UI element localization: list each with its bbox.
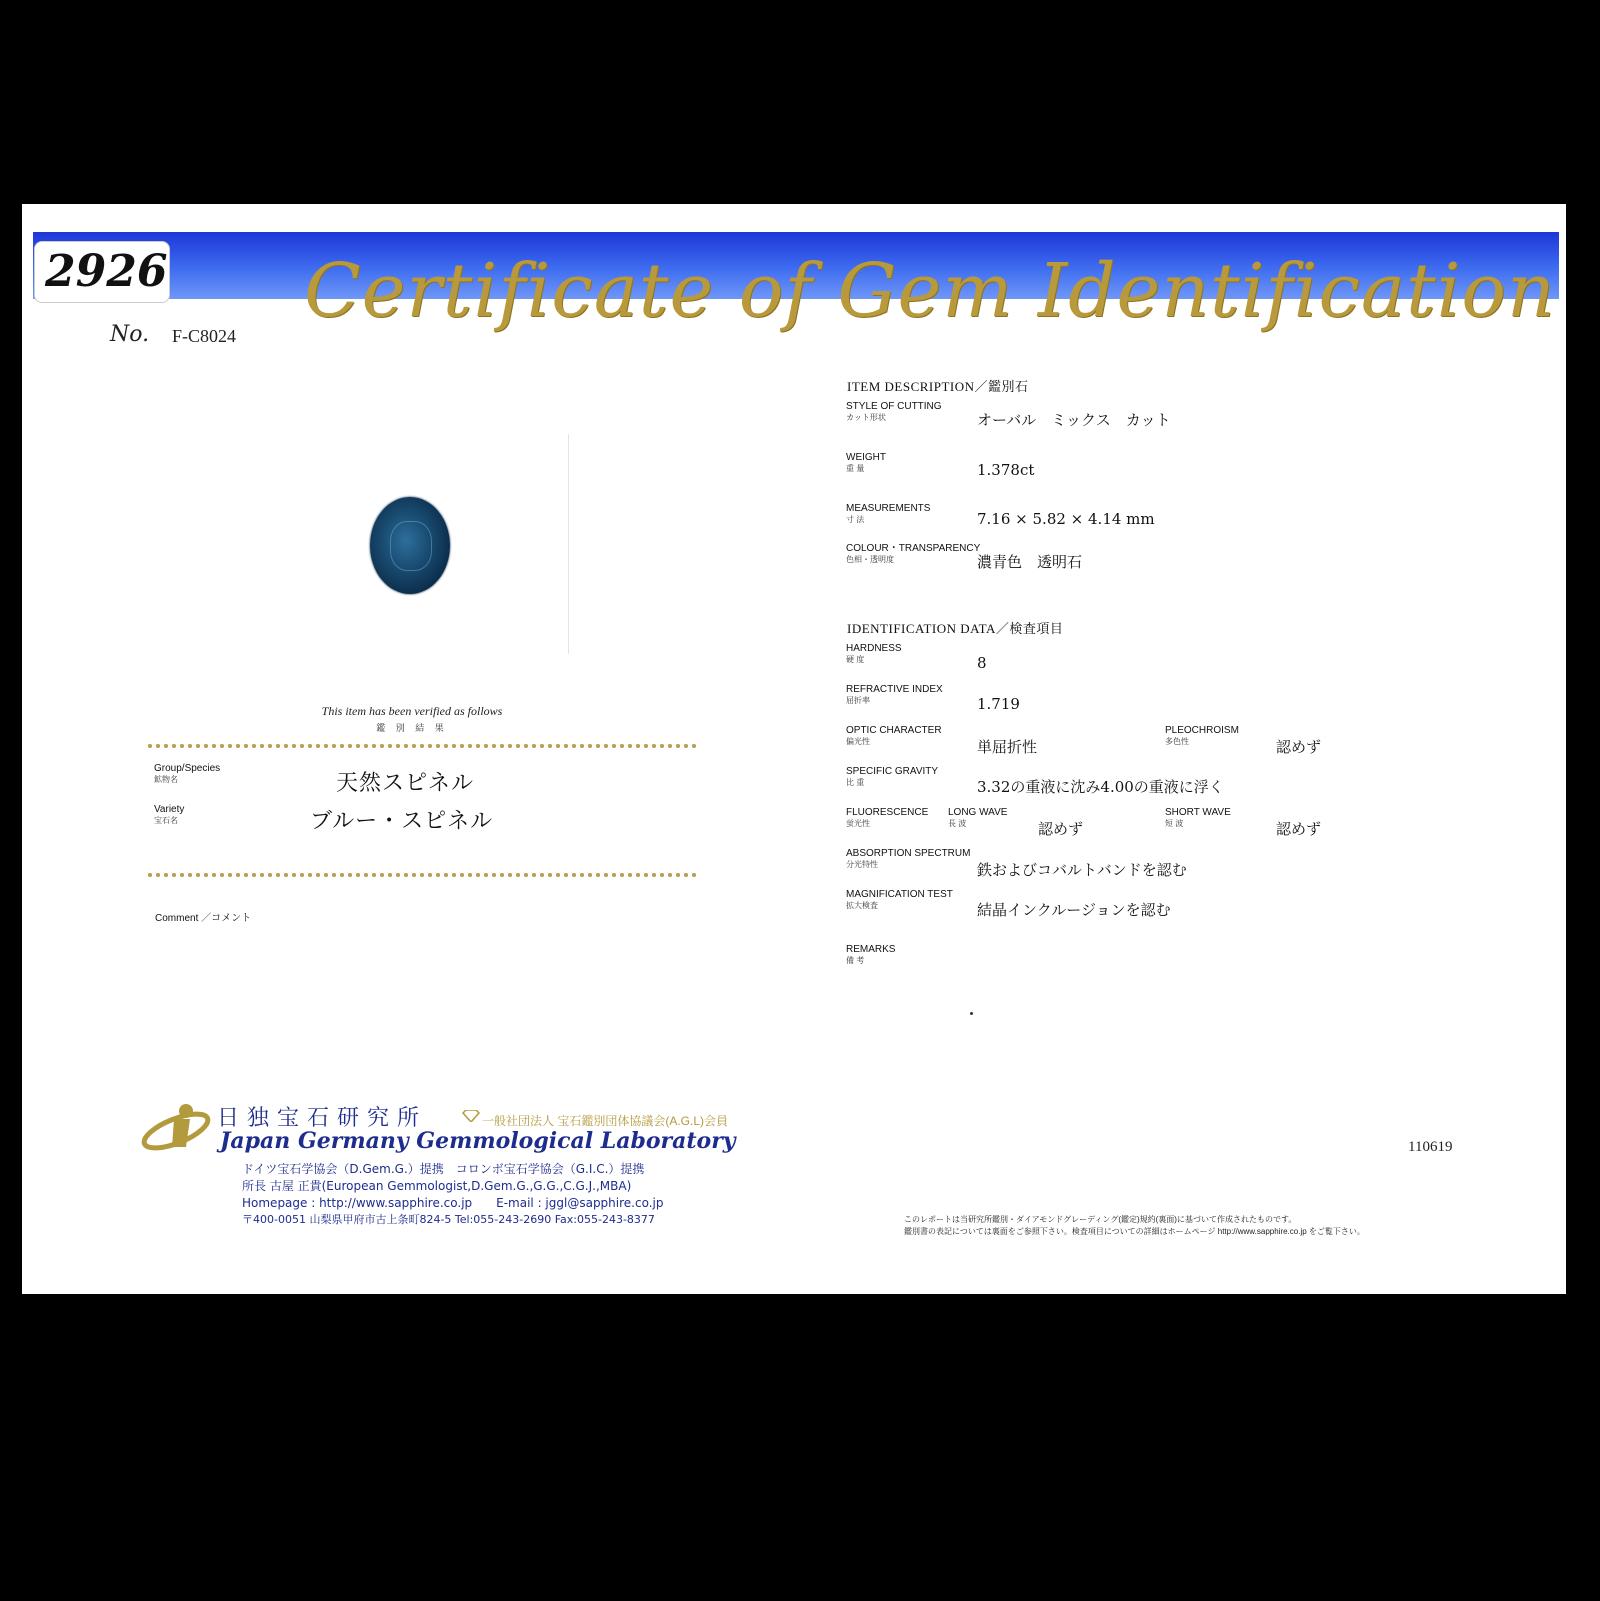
group-species-value: 天然スピネル [336,771,475,796]
magnification-test-value: 結晶インクルージョンを認む [977,901,1171,919]
measurements-label: MEASUREMENTS 寸 法 [846,503,931,524]
certificate-no-label: No. [110,322,150,347]
absorption-spectrum-value: 鉄およびコバルトバンドを認む [977,861,1187,879]
variety-label: Variety 宝石名 [154,804,185,825]
identification-data-heading: IDENTIFICATION DATA／検査項目 [847,621,1064,636]
chain-divider-bottom [146,871,699,879]
pleochroism-label: PLEOCHROISM 多色性 [1165,725,1239,746]
photo-frame [22,434,569,654]
item-description-heading: ITEM DESCRIPTION／鑑別石 [847,379,1029,394]
colour-transparency-label: COLOUR・TRANSPARENCY 色相・透明度 [846,543,981,564]
agl-membership: 一般社団法人 宝石鑑別団体協議会(A.G.L)会員 [482,1114,729,1128]
diamond-icon [462,1110,480,1122]
magnification-test-label: MAGNIFICATION TEST 拡大検査 [846,889,953,910]
handwritten-tag [34,241,170,303]
long-wave-label: LONG WAVE 長 波 [948,807,1008,828]
specific-gravity-value: 3.32の重液に沈み4.00の重液に浮く [977,778,1224,796]
hardness-label: HARDNESS 硬 度 [846,643,902,664]
short-wave-value: 認めず [1276,820,1322,838]
pleochroism-value: 認めず [1276,738,1322,756]
specific-gravity-label: SPECIFIC GRAVITY 比 重 [846,766,939,787]
comment-label: Comment ／コメント [155,913,252,924]
optic-character-label: OPTIC CHARACTER 偏光性 [846,725,942,746]
lab-logo-icon [140,1097,220,1152]
remarks-label: REMARKS 備 考 [846,944,896,965]
certificate-no-value: F-C8024 [172,326,237,346]
long-wave-value: 認めず [1038,820,1084,838]
weight-label: WEIGHT 重 量 [846,452,886,473]
certificate [22,204,1566,1294]
lab-affiliations: ドイツ宝石学協会（D.Gem.G.）提携 コロンボ宝石学協会（G.I.C.）提携 [242,1162,645,1176]
verified-text: This item has been verified as follows [321,704,503,718]
certificate-title: Certificate of Gem Identification [304,248,1556,334]
lab-director: 所長 古屋 正貴(European Gemmologist,D.Gem.G.,G.G.,C.G.J.,MBA) [242,1179,632,1193]
refractive-index-label: REFRACTIVE INDEX 屈折率 [846,684,943,705]
optic-character-value: 単屈折性 [977,738,1038,756]
lab-name-en: Japan Germany Gemmological Laboratory [220,1128,736,1154]
short-wave-label: SHORT WAVE 短 波 [1165,807,1231,828]
lab-name-jp: 日独宝石研究所 [217,1106,428,1131]
weight-value: 1.378ct [977,461,1035,479]
hardness-value: 8 [977,654,987,672]
refractive-index-value: 1.719 [977,695,1020,713]
lab-contact-web: Homepage : http://www.sapphire.co.jp E-mail : jggl@sapphire.co.jp [242,1196,664,1210]
handwritten-number: 2926 [45,246,168,297]
stray-dot [970,1012,973,1015]
serial-number: 110619 [1408,1139,1453,1155]
style-of-cutting-value: オーバル ミックス カット [977,411,1171,429]
variety-value: ブルー・スピネル [310,809,494,834]
chain-divider-top [146,742,699,750]
gem-photo [370,497,450,594]
measurements-value: 7.16 × 5.82 × 4.14 mm [977,510,1155,528]
verified-text-jp: 鑑 別 結 果 [376,723,448,733]
footnote-line-2: 鑑別書の表記については裏面をご参照下さい。検査項目についての詳細はホームページ http://www.sapphire.co.jp をご覧下さい。 [904,1227,1365,1236]
group-species-label: Group/Species 鉱物名 [154,763,221,784]
absorption-spectrum-label: ABSORPTION SPECTRUM 分光特性 [846,848,971,869]
colour-transparency-value: 濃青色 透明石 [977,553,1083,571]
lab-address: 〒400-0051 山梨県甲府市古上条町824-5 Tel:055-243-2690 Fax:055-243-8377 [242,1213,655,1226]
style-of-cutting-label: STYLE OF CUTTING カット形状 [846,401,942,422]
fluorescence-label: FLUORESCENCE 蛍光性 [846,807,929,828]
footnote-line-1: このレポートは当研究所鑑別・ダイアモンドグレーディング(鑑定)規約(裏面)に基づいて作成されたものです。 [904,1215,1297,1224]
